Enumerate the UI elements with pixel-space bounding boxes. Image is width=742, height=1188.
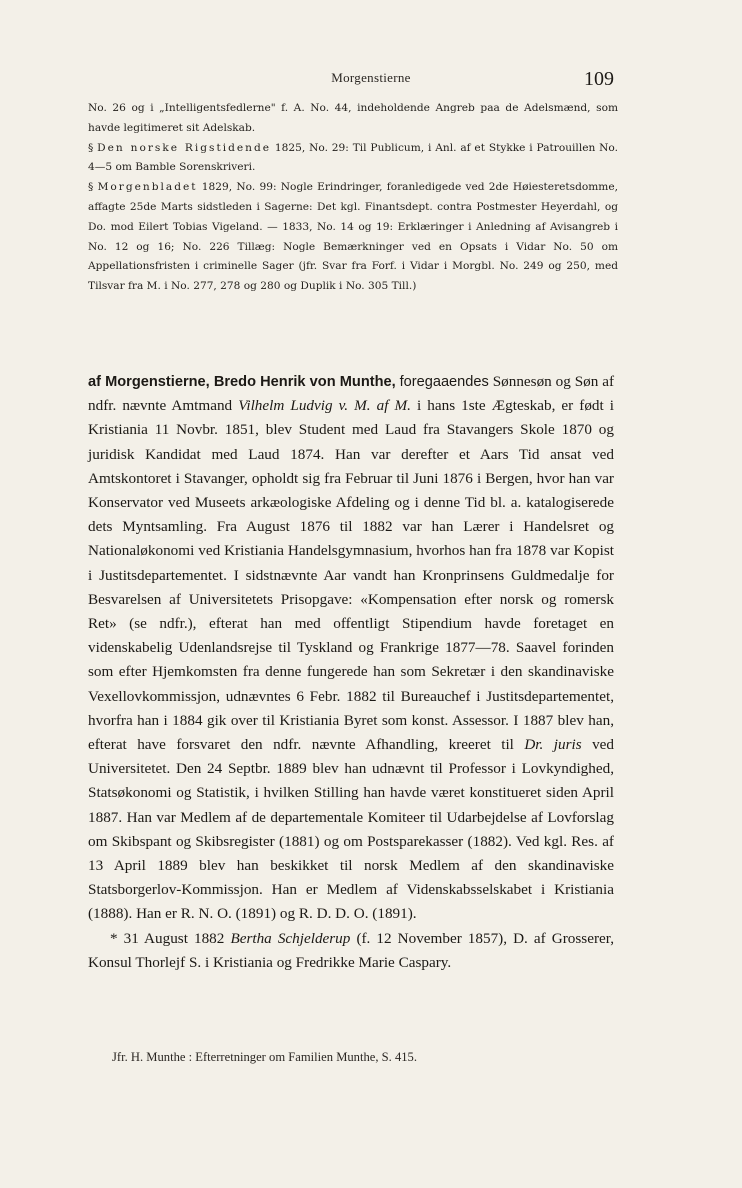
father-name: Vilhelm Ludvig v. M. af M. [238, 397, 411, 415]
entry-paragraph [88, 370, 614, 927]
entry-text: Sønnesøn og Søn af ndfr. nævnte Amtmand [88, 373, 615, 415]
spouse-text: (f. 12 November 1857), D. af Grosserer, Konsul Thorlejf S. i Kristiania og Fredrikke Marie Caspary. [88, 929, 614, 971]
reference-line: Jfr. H. Munthe : Efterretninger om Familien Munthe, S. 415. [112, 1050, 418, 1064]
newspaper-title: Morgenbladet [97, 181, 198, 194]
section-mark: § [88, 181, 98, 194]
entry-heading-rest: foregaaendes [399, 374, 489, 390]
note-text: 1829, No. 99: Nogle Erindringer, foranledigede ved 2de Høiesteretsdomme, affagte 25de Marts sidstleden i Sagerne: Det kgl. Finantsdept. contra Postmester Heyerdahl, og Do. mod Eilert Tobias Vigeland. — 1833, No. 14 og 19: Erklæringer i Anledning af Avisangreb i No. 12 og 16; No. 226 Tillæg: Nogle Bemærkninger ved en Opsats i Vidar No. 50 om Appellationsfristen i criminelle Sager (jfr. Svar fra Forf. i Vidar i Morgbl. No. 249 og 250, med Tilsvar fra M. i No. 277, 278 og 280 og Duplik i No. 305 Till.) [88, 181, 618, 293]
biography-entry [88, 370, 614, 975]
entry-heading-name: af Morgenstierne, Bredo Henrik von Munthe, [88, 374, 396, 390]
note-text: No. 26 og i „Intelligentsfedlerne" f. A. No. 44, indeholdende Angreb paa de Adelsmænd, som havde legitimeret sit Adelskab. [88, 102, 618, 134]
degree-title: Dr. juris [524, 736, 582, 754]
page-number: 109 [584, 68, 614, 90]
entry-text: ved Universitetet. Den 24 Septbr. 1889 blev han udnævnt til Professor i Lovkyndighed, Statsøkonomi og Statistik, i hvilken Stilling han havde været konstitueret siden April 1887. Han var Medlem af de departementale Komiteer til Udarbejdelse af Lovforslag om Skibspant og Skibsregister (1881) og om Postsparekasser (1882). Ved kgl. Res. af 13 April 1889 blev han beskikket til norsk Medlem af den skandinaviske Statsborgerlov-Kommissjon. Han er Medlem af Videnskabsselskabet i Kristiania (1888). Han er R. N. O. (1891) og R. D. D. O. (1891). [88, 736, 614, 923]
bibliography-notes [88, 99, 618, 297]
running-header [0, 68, 742, 92]
marriage-date: * 31 August 1882 [110, 929, 225, 947]
newspaper-title: Den norske Rigstidende [97, 141, 272, 154]
note-text: 1825, No. 29: Til Publicum, i Anl. af et Stykke i Patrouillen No. 4—5 om Bamble Sorenskriveri. [88, 141, 618, 174]
spouse-paragraph [88, 927, 614, 975]
note-paragraph [88, 99, 618, 139]
header-title: Morgenstierne [331, 70, 411, 85]
note-paragraph [88, 178, 618, 297]
note-paragraph [88, 139, 618, 179]
entry-text: i hans 1ste Ægteskab, er født i Kristiania 11 Novbr. 1851, blev Student med Laud fra Stavangers Skole 1870 og juridisk Kandidat med Laud 1874. Han var derefter et Aars Tid ansat ved Amtskontoret i Stavanger, opholdt sig fra Februar til Juni 1876 i Bergen, hvor han var Konservator ved Museets arkæologiske Afdeling og i denne Tid bl. a. katalogiserede dets Myntsamling. Fra August 1876 til 1882 var han Lærer i Handelsret og Nationaløkonomi ved Kristiania Handelsgymnasium, hvorhos han fra 1878 var Kopist i Justitsdepartementet. I sidstnævnte Aar vandt han Kronprinsens Guldmedalje for Besvarelsen af Universitetets Prisopgave: «Kompensation efter norsk og romersk Ret» (se ndfr.), efterat han med offentligt Stipendium havde foretaget en videnskabelig Udenlandsrejse til Tyskland og Frankrige 1877—78. Saavel forinden som efter Hjemkomsten fra denne fungerede han som Sekretær i den skandinaviske Vexellovkommissjon, udnævntes 6 Febr. 1882 til Bureauchef i Justitsdepartementet, hvorfra han i 1884 gik over til Kristiania Byret som konst. Assessor. I 1887 blev han, efterat have forsvaret den ndfr. nævnte Afhandling, kreeret til [88, 397, 615, 754]
section-mark: § [88, 141, 98, 154]
spouse-name: Bertha Schjelderup [230, 929, 351, 947]
